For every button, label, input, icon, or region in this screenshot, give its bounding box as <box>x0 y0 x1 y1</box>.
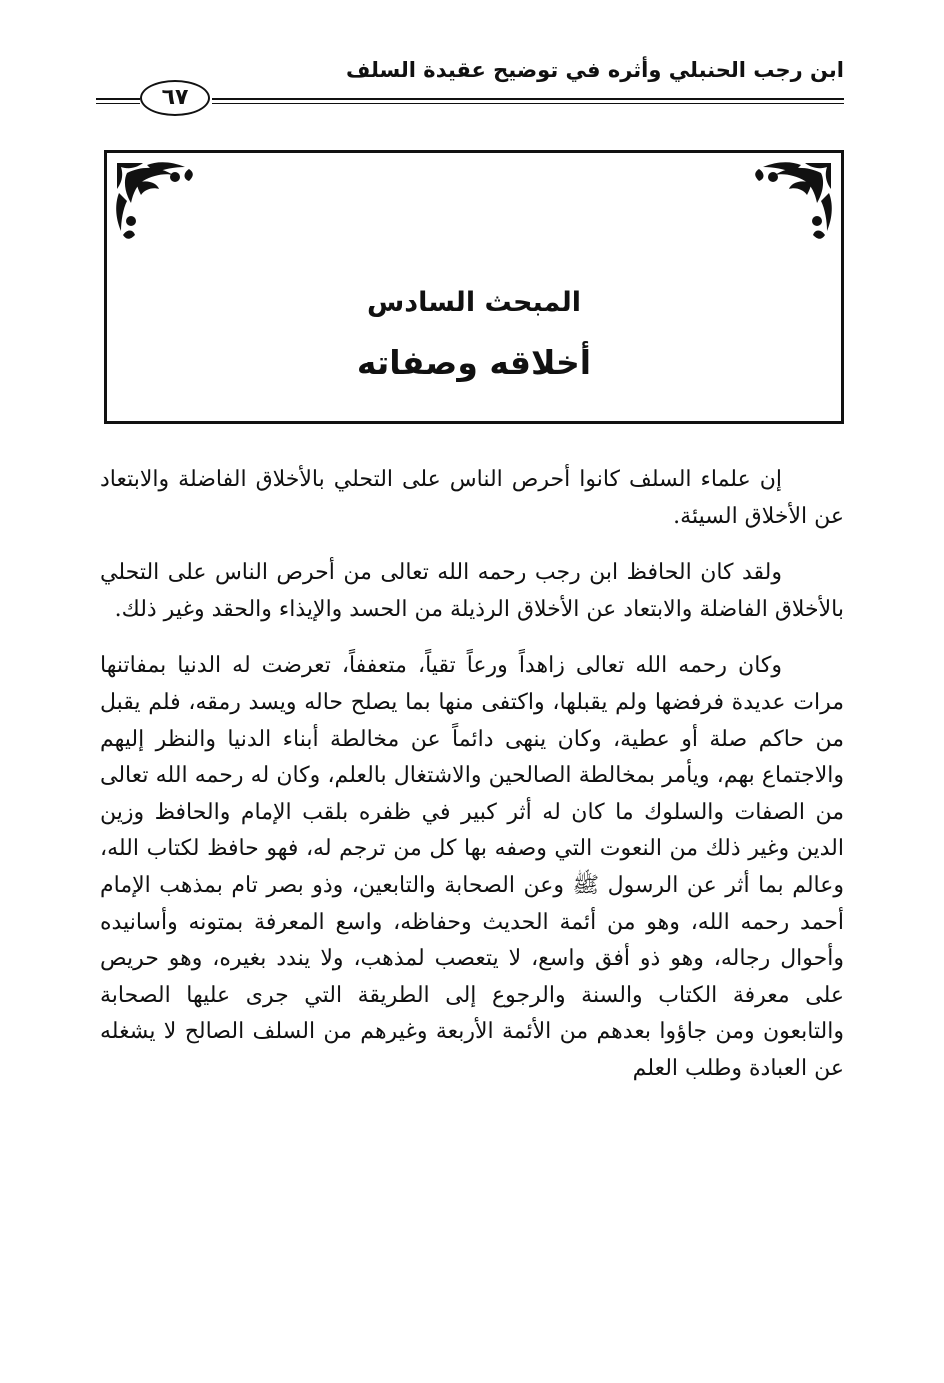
paragraph: وكان رحمه الله تعالى زاهداً ورعاً تقياً، متعففاً، تعرضت له الدنيا بمفاتنها مرات عديدة فرفضها ولم يقبلها، واكتفى منها بما يصلح حاله ويسد رمقه، فلم يقبل من حاكم صلة أو عطية، وكان ينهى دائماً عن مخالطة أبناء الدنيا والنظر إليهم والاجتماع بهم، ويأمر بمخالطة الصالحين والاشتغال بالعلم، وكان له رحمه الله تعالى من الصفات والسلوك ما كان له أثر كبير في ظفره بلقب الإمام والحافظ وزين الدين وغير ذلك من النعوت التي وصفه بها كل من ترجم له، فهو حافظ لكتاب الله، وعالم بما أثر عن الرسول ﷺ وعن الصحابة والتابعين، وذو بصر تام بمذهب الإمام أحمد رحمه الله، وهو من أئمة الحديث وحفاظه، واسع المعرفة بمتونه وأسانيده وأحوال رجاله، وهو ذو أفق واسع، لا يتعصب لمذهب، ولا يندد بغيره، وهو حريص على معرفة الكتاب والسنة والرجوع إلى الطريقة التي جرى عليها الصحابة والتابعون ومن جاؤوا بعدهم من الأئمة الأربعة وغيرهم من السلف الصالح لا يشغله عن العبادة وطلب العلم <box>100 653 844 1081</box>
section-label: المبحث السادس <box>366 287 582 318</box>
page-number: ٦٧ <box>140 80 210 116</box>
paragraph: ولقد كان الحافظ ابن رجب رحمه الله تعالى من أحرص الناس على التحلي بالأخلاق الفاضلة والابتعاد عن الأخلاق الرذيلة من الحسد والإيذاء والحقد وغير ذلك. <box>100 560 844 622</box>
floral-corner-ornament-icon <box>113 159 197 243</box>
running-head-title: ابن رجب الحنبلي وأثره في توضيح عقيدة السلف <box>345 58 844 82</box>
floral-corner-ornament-icon <box>751 159 835 243</box>
header-rule-left-thin <box>96 103 140 104</box>
header-rule <box>212 98 844 100</box>
section-title-box <box>104 150 844 424</box>
header-rule-thin <box>212 103 844 104</box>
body-text <box>100 462 844 1088</box>
header-rule-left <box>96 98 140 100</box>
section-title: أخلاقه وصفاته <box>356 343 592 382</box>
paragraph: إن علماء السلف كانوا أحرص الناس على التحلي بالأخلاق الفاضلة والابتعاد عن الأخلاق السيئة. <box>100 467 844 529</box>
